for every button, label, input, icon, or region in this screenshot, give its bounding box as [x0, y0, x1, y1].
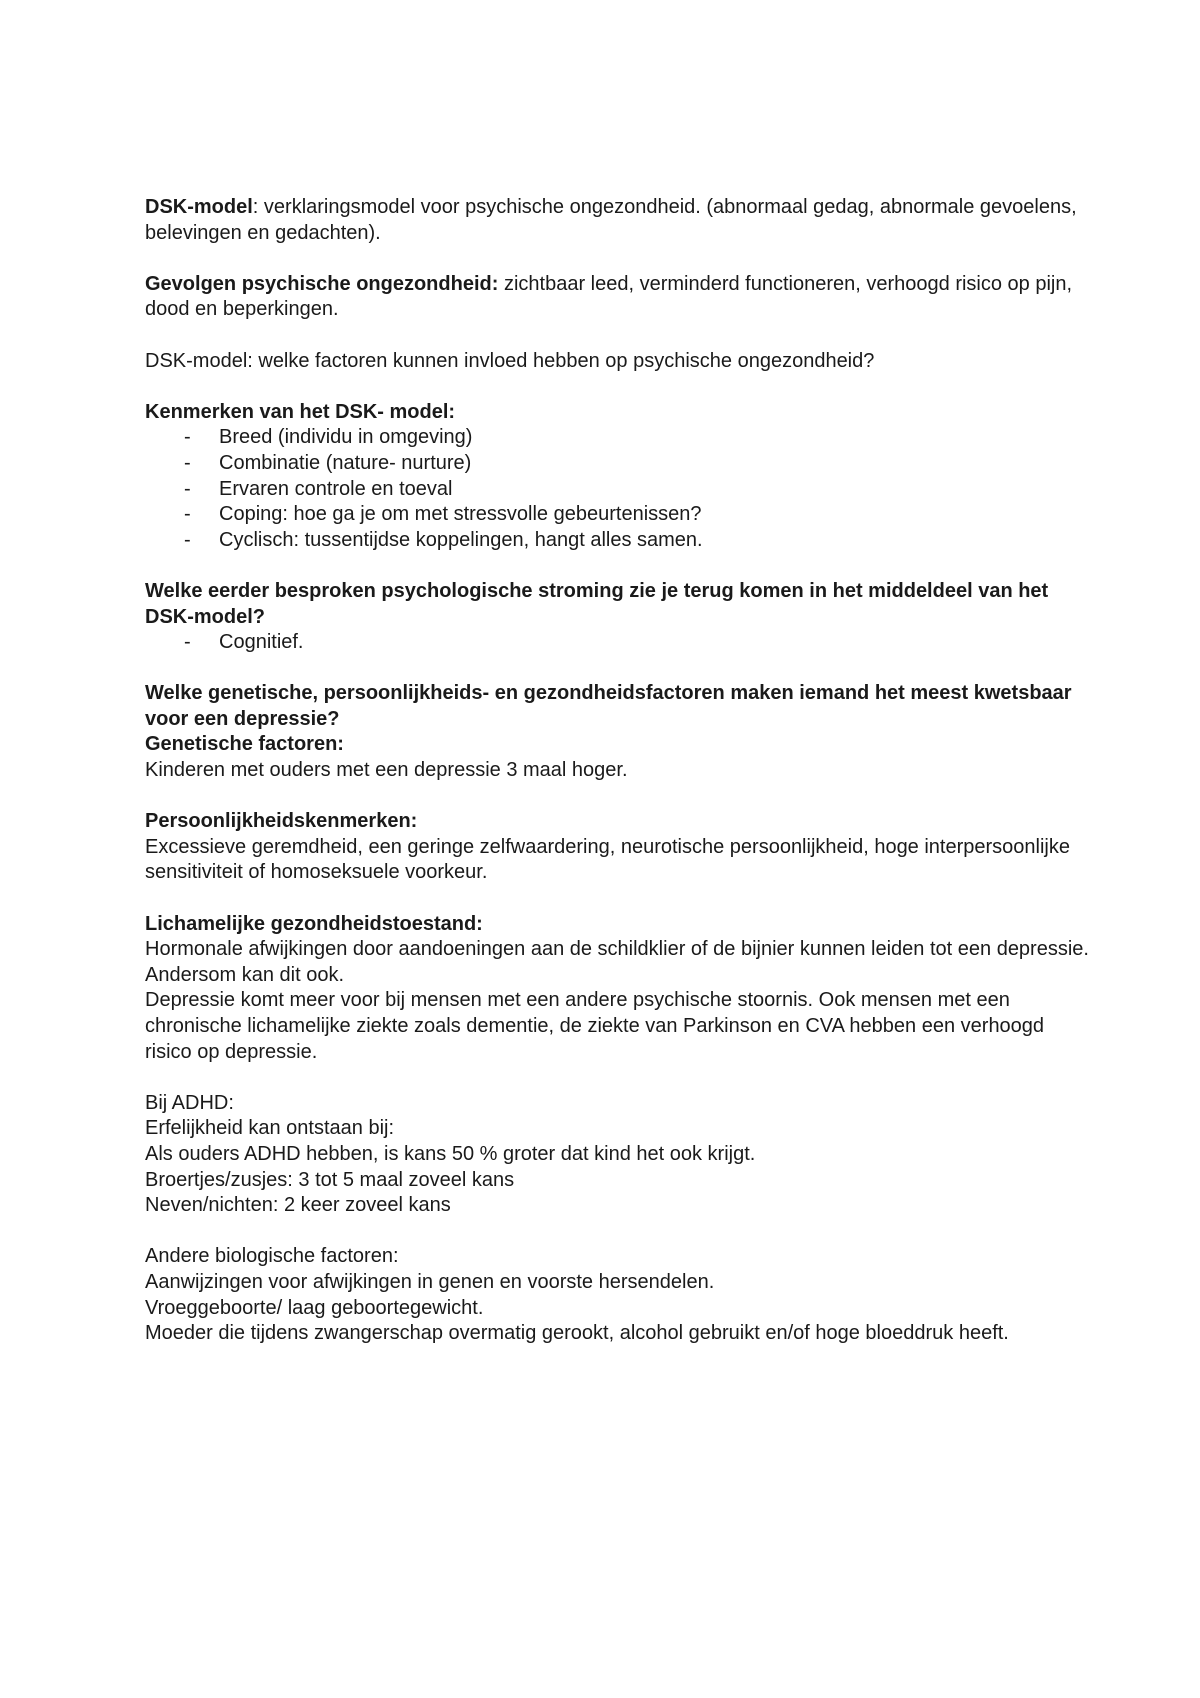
list-item-text: Cognitief.	[219, 631, 304, 654]
list-item	[145, 528, 1095, 554]
dash-marker: -	[184, 451, 191, 474]
dash-marker: -	[184, 631, 191, 654]
biologisch-line: Vroeggeboorte/ laag geboortegewicht.	[145, 1296, 484, 1319]
stroming-question: Welke eerder besproken psychologische stroming zie je terug komen in het middeldeel van het DSK-model?	[145, 579, 1049, 628]
list-item-text: Combinatie (nature- nurture)	[219, 451, 472, 474]
spacer	[145, 553, 1095, 579]
spacer	[145, 374, 1095, 400]
adhd-line: Als ouders ADHD hebben, is kans 50 % groter dat kind het ook krijgt.	[145, 1142, 756, 1165]
gevolgen-paragraph	[145, 272, 1095, 323]
factors-question: DSK-model: welke factoren kunnen invloed hebben op psychische ongezondheid?	[145, 349, 875, 372]
kenmerken-heading: Kenmerken van het DSK- model:	[145, 400, 456, 423]
list-item	[145, 630, 1095, 656]
spacer	[145, 246, 1095, 272]
spacer	[145, 656, 1095, 682]
document-body	[145, 195, 1095, 1347]
dash-marker: -	[184, 426, 191, 449]
intro-paragraph	[145, 195, 1095, 246]
spacer	[145, 886, 1095, 912]
list-item	[145, 451, 1095, 477]
list-item	[145, 425, 1095, 451]
lichamelijk-text-2: Depressie komt meer voor bij mensen met een andere psychische stoornis. Ook mensen met een chronische lichamelijke ziekte zoals dementie, de ziekte van Parkinson en CVA hebben een verhoogd risico op depressie.	[145, 989, 1045, 1063]
dash-marker: -	[184, 503, 191, 526]
intro-term: DSK-model	[145, 196, 253, 218]
list-item	[145, 502, 1095, 528]
kenmerken-list	[145, 425, 1095, 553]
persoonlijkheid-heading: Persoonlijkheidskenmerken:	[145, 810, 418, 833]
biologisch-line: Aanwijzingen voor afwijkingen in genen en voorste hersendelen.	[145, 1270, 715, 1293]
depressie-question: Welke genetische, persoonlijkheids- en gezondheidsfactoren maken iemand het meest kwetsbaar voor een depressie?	[145, 682, 1072, 730]
list-item-text: Coping: hoe ga je om met stressvolle gebeurtenissen?	[219, 503, 702, 526]
list-item-text: Breed (individu in omgeving)	[219, 426, 473, 449]
spacer	[145, 323, 1095, 349]
gevolgen-label: Gevolgen psychische ongezondheid:	[145, 272, 499, 295]
persoonlijkheid-text: Excessieve geremdheid, een geringe zelfwaardering, neurotische persoonlijkheid, hoge interpersoonlijke sensitiviteit of homoseksuele voorkeur.	[145, 835, 1070, 884]
biologisch-line: Moeder die tijdens zwangerschap overmatig gerookt, alcohol gebruikt en/of hoge bloeddruk heeft.	[145, 1322, 1009, 1345]
lichamelijk-heading: Lichamelijke gezondheidstoestand:	[145, 912, 483, 935]
adhd-line: Broertjes/zusjes: 3 tot 5 maal zoveel kans	[145, 1168, 515, 1191]
list-item-text: Cyclisch: tussentijdse koppelingen, hangt alles samen.	[219, 528, 703, 551]
biologisch-heading: Andere biologische factoren:	[145, 1245, 399, 1268]
dash-marker: -	[184, 528, 191, 551]
dash-marker: -	[184, 477, 191, 500]
list-item-text: Ervaren controle en toeval	[219, 477, 453, 500]
genetisch-text: Kinderen met ouders met een depressie 3 maal hoger.	[145, 759, 628, 782]
list-item	[145, 477, 1095, 503]
intro-definition: : verklaringsmodel voor psychische ongezondheid. (abnormaal gedag, abnormale gevoelens, belevingen en gedachten).	[145, 196, 1077, 244]
adhd-line: Neven/nichten: 2 keer zoveel kans	[145, 1194, 451, 1217]
genetisch-heading: Genetische factoren:	[145, 733, 344, 756]
adhd-heading: Bij ADHD:	[145, 1091, 234, 1114]
gevolgen-text: zichtbaar leed, verminderd functioneren, verhoogd risico op pijn, dood en beperkingen.	[145, 272, 1073, 321]
lichamelijk-text-1: Hormonale afwijkingen door aandoeningen aan de schildklier of de bijnier kunnen leiden tot een depressie. Andersom kan dit ook.	[145, 938, 1089, 986]
stroming-list	[145, 630, 1095, 656]
spacer	[145, 1065, 1095, 1091]
adhd-line: Erfelijkheid kan ontstaan bij:	[145, 1117, 395, 1140]
spacer	[145, 1219, 1095, 1245]
spacer	[145, 784, 1095, 810]
